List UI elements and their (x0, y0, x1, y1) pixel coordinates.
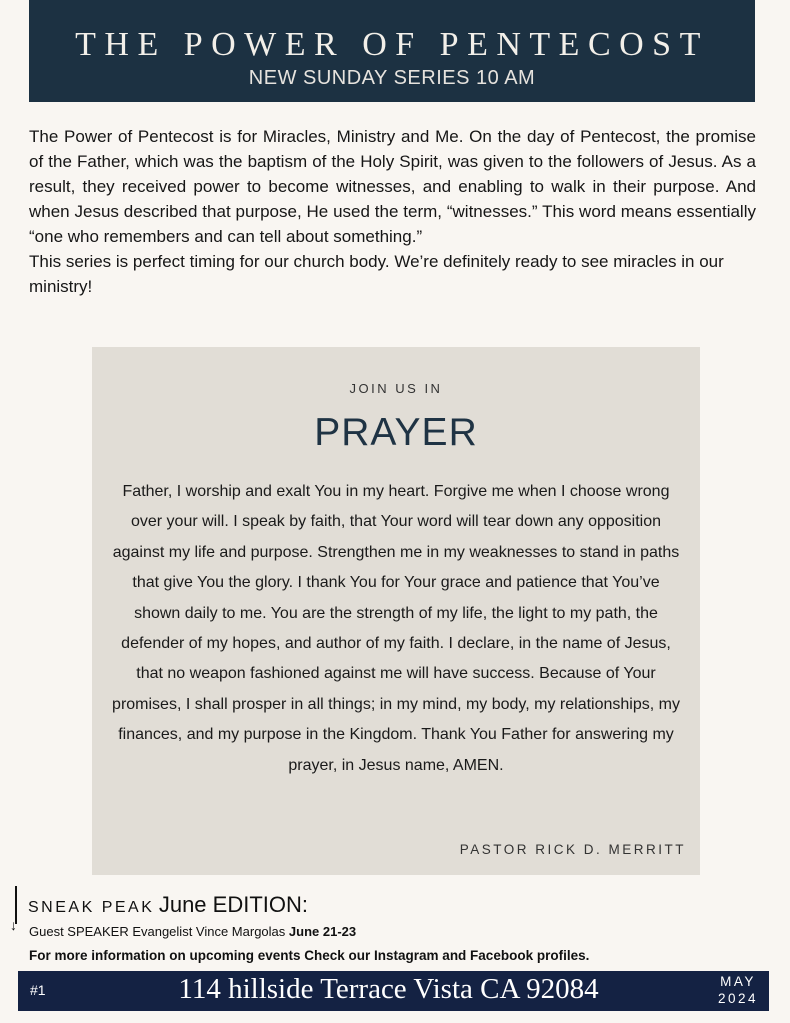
guest-speaker-line (29, 924, 356, 939)
intro-paragraph: The Power of Pentecost is for Miracles, Ministry and Me. On the day of Pentecost, the promise of the Father, which was the baptism of the Holy Spirit, was given to the followers of Jesus. As a result, they received power to become witnesses, and enabling to walk in their purpose. And when Jesus described that purpose, He used the term, “witnesses.” This word means essentially “one who remembers and can tell about something.” (29, 127, 756, 246)
page-subtitle: NEW SUNDAY SERIES 10 AM (248, 67, 536, 89)
sneak-peak-kicker: SNEAK PEAK (28, 899, 155, 916)
issue-number: #1 (30, 982, 46, 998)
intro-paragraph-2: This series is perfect timing for our church body. We’re definitely ready to see miracles in our ministry! (29, 252, 724, 296)
prayer-author: PASTOR RICK D. MERRITT (459, 842, 686, 857)
prayer-heading: PRAYER (314, 411, 478, 454)
page-title: THE POWER OF PENTECOST (75, 26, 709, 63)
church-address: 114 hillside Terrace Vista CA 92084 (178, 973, 599, 1005)
issue-year: 2024 (717, 991, 758, 1006)
guest-speaker-text: Guest SPEAKER Evangelist Vince Margolas (29, 924, 286, 939)
prayer-kicker: JOIN US IN (349, 381, 443, 396)
prayer-box (92, 347, 700, 875)
issue-date (718, 973, 758, 1007)
sneak-peak-edition: June EDITION: (158, 892, 308, 917)
issue-month: MAY (720, 974, 756, 989)
header-banner (29, 0, 755, 102)
sneak-peak-heading (28, 892, 308, 918)
down-arrow-icon: ↓ (10, 886, 22, 934)
intro-section (29, 124, 756, 299)
footer-bar (18, 971, 769, 1011)
more-info-text: For more information on upcoming events Check our Instagram and Facebook profiles. (29, 948, 590, 963)
guest-speaker-dates: June 21-23 (288, 924, 357, 939)
prayer-text: Father, I worship and exalt You in my heart. Forgive me when I choose wrong over your will. I speak by faith, that Your word will tear down any opposition against my life and purpose. Strengthen me in my weaknesses to stand in paths that give You the glory. I thank You for Your grace and patience that You’ve shown daily to me. You are the strength of my life, the light to my path, the defender of my hopes, and author of my faith. I declare, in the name of Jesus, that no weapon fashioned against me will have success. Because of Your promises, I shall prosper in all things; in my mind, my body, my relationships, my finances, and my purpose in the Kingdom. Thank You Father for answering my prayer, in Jesus name, AMEN. (112, 483, 680, 774)
